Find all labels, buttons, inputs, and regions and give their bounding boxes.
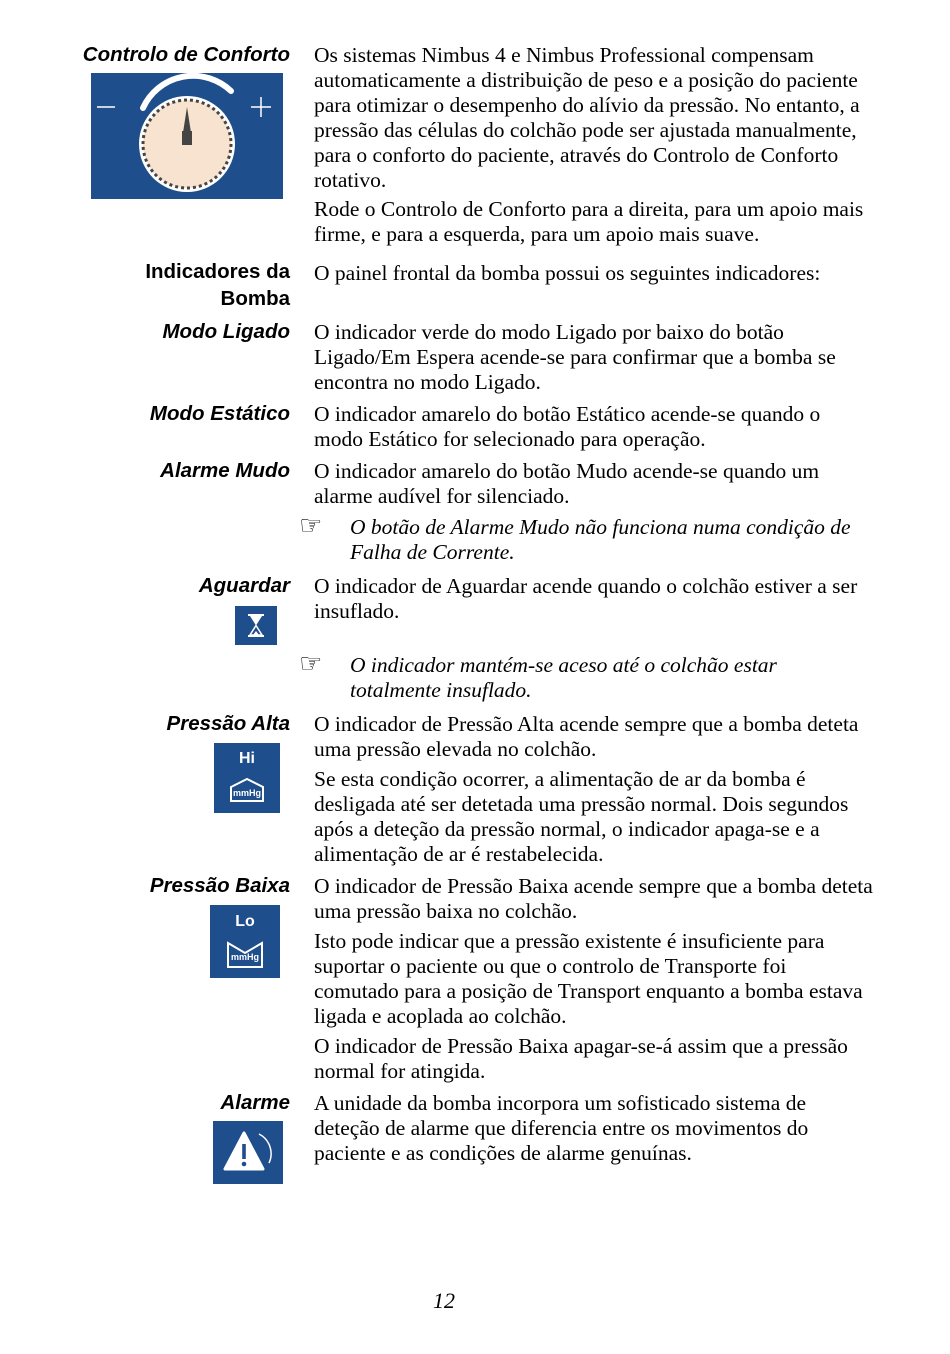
low-pressure-icon xyxy=(210,905,280,978)
static-mode-text: O indicador amarelo do botão Estático acende-se quando o modo Estático for selecionado para operação. xyxy=(314,402,821,451)
alarm-warning-icon xyxy=(213,1121,283,1184)
alarm-text: A unidade da bomba incorpora um sofisticado sistema de deteção de alarme que diferencia entre os movimentos do paciente e as condições de alarme genuínas. xyxy=(314,1091,809,1165)
label-pump-indicators: Indicadores da Bomba xyxy=(145,260,290,310)
wait-note: O indicador mantém-se aceso até o colchão estar totalmente insuflado. xyxy=(350,653,777,702)
pointing-hand-icon: ☞ xyxy=(299,649,323,679)
high-pressure-paragraph-1: O indicador de Pressão Alta acende sempre que a bomba deteta uma pressão elevada no colchão. xyxy=(314,712,859,761)
alarm-mute-note: O botão de Alarme Mudo não funciona numa condição de Falha de Corrente. xyxy=(350,515,851,564)
label-alarm-mute: Alarme Mudo xyxy=(160,459,290,482)
high-pressure-paragraph-2: Se esta condição ocorrer, a alimentação de ar da bomba é desligada até ser detetada uma pressão normal. Dois segundos após a deteção da pressão normal, o indicador apaga-se e a alimentação de ar é restabelecida. xyxy=(314,767,849,866)
comfort-text xyxy=(314,43,874,247)
low-pressure-icon-text: Lo xyxy=(235,913,255,930)
high-pressure-icon-text: Hi xyxy=(239,750,255,767)
wait-text: O indicador de Aguardar acende quando o colchão estiver a ser insuflado. xyxy=(314,574,858,623)
label-low-pressure: Pressão Baixa xyxy=(149,874,290,897)
label-comfort-control: Controlo de Conforto xyxy=(82,43,290,66)
label-high-pressure: Pressão Alta xyxy=(166,712,290,735)
on-mode-text: O indicador verde do modo Ligado por baixo do botão Ligado/Em Espera acende-se para confirmar que a bomba se encontra no modo Ligado. xyxy=(314,320,836,394)
high-pressure-text xyxy=(314,712,874,867)
label-static-mode: Modo Estático xyxy=(149,402,290,425)
comfort-paragraph-2: Rode o Controlo de Conforto para a direita, para um apoio mais firme, e para a esquerda, para um apoio mais suave. xyxy=(314,197,864,246)
low-pressure-text xyxy=(314,874,874,1084)
low-pressure-paragraph-2: Isto pode indicar que a pressão existente é insuficiente para suportar o paciente ou que o controlo de Transporte foi comutado para a posição de Transport enquanto a bomba estava ligada e acoplada ao colchão. xyxy=(314,929,863,1028)
comfort-paragraph-1: Os sistemas Nimbus 4 e Nimbus Professional compensam automaticamente a distribuição de peso e a posição do paciente para otimizar o desempenho do alívio da pressão. No entanto, a pressão das células do colchão pode ser ajustada manualmente, para o conforto do paciente, através do Controlo de Conforto rotativo. xyxy=(314,43,860,192)
comfort-dial-icon xyxy=(91,73,283,199)
label-wait: Aguardar xyxy=(198,574,290,597)
low-pressure-paragraph-1: O indicador de Pressão Baixa acende sempre que a bomba deteta uma pressão baixa no colchão. xyxy=(314,874,873,923)
alarm-mute-text: O indicador amarelo do botão Mudo acende-se quando um alarme audível for silenciado. xyxy=(314,459,820,508)
pointing-hand-icon: ☞ xyxy=(299,511,323,541)
label-alarm: Alarme xyxy=(220,1091,290,1114)
pump-indicators-text: O painel frontal da bomba possui os seguintes indicadores: xyxy=(314,261,821,285)
low-pressure-unit: mmHg xyxy=(230,952,259,962)
high-pressure-icon xyxy=(214,743,280,813)
high-pressure-unit: mmHg xyxy=(232,788,261,798)
low-pressure-paragraph-3: O indicador de Pressão Baixa apagar-se-á assim que a pressão normal for atingida. xyxy=(314,1034,848,1083)
label-on-mode: Modo Ligado xyxy=(162,320,290,343)
hourglass-icon xyxy=(235,606,277,645)
page-number: 12 xyxy=(433,1288,455,1313)
